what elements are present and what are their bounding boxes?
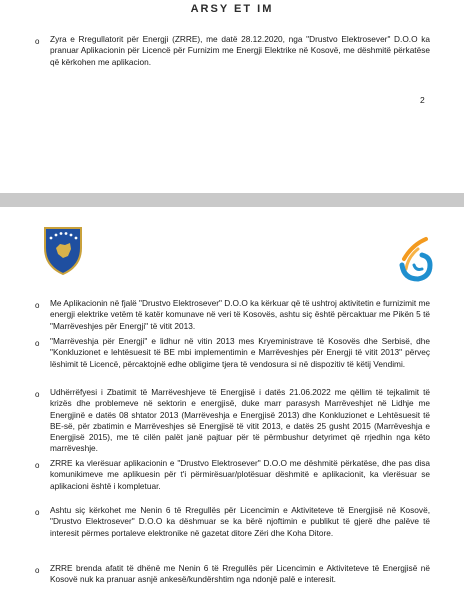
document-page-2 [0,207,464,600]
section-heading: ARSY ET IM [190,3,274,15]
paragraph: Zyra e Rregullatorit për Energji (ZRRE), me datë 28.12.2020, nga "Drustvo Elektrosever" D.O.O ka pranuar Aplikacionin për Licencë për Furnizim me Energji Elektrike në Kosovë, me dëshmitë përkatëse që kërkohen me aplikacion. [50,34,430,67]
zrre-logo-icon [396,235,434,288]
bullet-icon: o [35,508,40,517]
paragraph: Ashtu siç kërkohet me Nenin 6 të Rregullës për Licencimin e Aktiviteteve të Energjisë në Kosovë, "Drustvo Elektrosever" D.O.O ka dëshmuar se ka bërë njoftimin e publikut të gjerë dhe palëve të interesit përmes portaleve elektronike në gazetat ditore Zëri dhe Koha Ditore. [50,505,430,538]
kosovo-coat-of-arms-icon [43,226,83,281]
bullet-icon: o [35,566,40,575]
page-number: 2 [420,95,425,105]
bullet-icon: o [35,301,40,310]
paragraph: Udhërrëfyesi i Zbatimit të Marrëveshjeve të Energjisë i datës 21.06.2022 me qëllim të tejkalimit të krizës dhe problemeve në sektorin e energjisë, duke marr parasysh Marrëveshjet në Lidhje me Energjinë e datës 08 shtator 2013 (Marrëveshja e Energjisë 2013) dhe Konkluzionet e Lehtësuesit të BE-së, për zbatimin e Marrëveshjes së Energjisë të vitit 2013, e datës 25 gusht 2015 (Marrëveshja e Energjisë 2015), me të cilën palët janë pajtuar për të përmbushur detyrimet që rrjedhin nga këto marrëveshje. [50,387,430,454]
bullet-icon: o [35,390,40,399]
paragraph: "Marrëveshja për Energji" e lidhur në vitin 2013 mes Kryeministrave të Kosovës dhe Serbisë, dhe "Konkluzionet e lehtësuesit të BE mbi implementimin e Marrëveshjes për Energji të vitit 2013" përveç lëshimit të Licencë, përcaktojnë edhe obligime tjera të vendosura si në dispozitiv të këtij Vendimi. [50,336,430,369]
paragraph: Me Aplikacionin në fjalë "Drustvo Elektrosever" D.O.O ka kërkuar që të ushtroj aktivitetin e furnizimit me energji elektrike vetëm të katër komunave në veri të Kosovës, ashtu siç është përcaktuar me Pikën 5 të "Marrëveshjes për Energji" të vitit 2013. [50,298,430,331]
paragraph: ZRRE ka vlerësuar aplikacionin e "Drustvo Elektrosever" D.O.O me dëshmitë përkatëse, dhe pas disa komunikimeve me aplikuesin për t'i përmirësuar/plotësuar dëshmitë e aplikacionit, ka vlerësuar se aplikacioni është i kompletuar. [50,458,430,491]
document-page-1 [0,0,464,193]
bullet-icon: o [35,37,40,46]
page-separator [0,193,464,207]
bullet-icon: o [35,339,40,348]
paragraph: ZRRE brenda afatit të dhënë me Nenin 6 të Rregullës për Licencimin e Aktiviteteve të Energjisë në Kosovë nuk ka pranuar asnjë ankesë/kundërshtim nga ndonjë palë e interesit. [50,563,430,585]
bullet-icon: o [35,461,40,470]
